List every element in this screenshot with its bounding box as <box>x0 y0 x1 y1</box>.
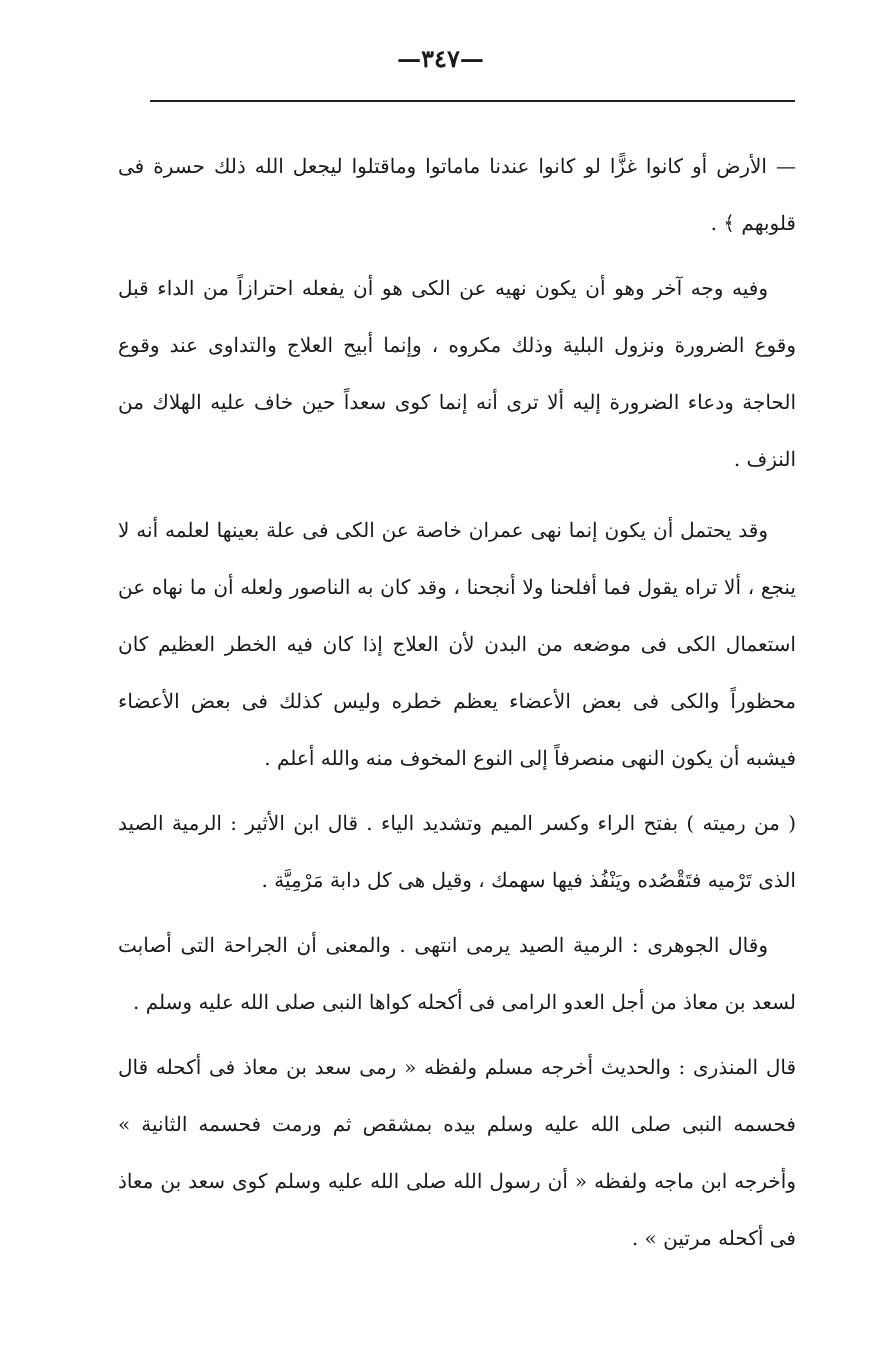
header-divider <box>150 100 795 102</box>
page-body <box>118 138 796 1267</box>
paragraph-imran-prohibition: وقد يحتمل أن يكون إنما نهى عمران خاصة عن الكى فى علة بعينها لعلمه أنه لا ينجع ، ألا تراه يقول فما أفلحنا ولا أنجحنا ، وقد كان به الناصور ولعله أن ما نهاه عن استعمال الكى فى موضعه من البدن لأن العلاج إذا كان فيه الخطر العظيم كان محظوراً والكى فى بعض الأعضاء يعظم خطره وليس كذلك فى بعض الأعضاء فيشبه أن يكون النهى منصرفاً إلى النوع المخوف منه والله أعلم . <box>118 518 796 770</box>
page-number: —٣٤٧— <box>397 44 484 73</box>
paragraph-continuation: — الأرض أو كانوا غزًّا لو كانوا عندنا ماماتوا وماقتلوا ليجعل الله ذلك حسرة فى قلوبهم ﴾ . <box>118 154 796 235</box>
paragraph-jawhari: وقال الجوهرى : الرمية الصيد يرمى انتهى . والمعنى أن الجراحة التى أصابت لسعد بن معاذ من أجل العدو الرامى فى أكحله كواها النبى صلى الله عليه وسلم . <box>118 933 796 1014</box>
paragraph-mundhiri: قال المنذرى : والحديث أخرجه مسلم ولفظه « رمى سعد بن معاذ فى أكحله قال فحسمه النبى صلى الله عليه وسلم بيده بمشقص ثم ورمت فحسمه الثانية » وأخرجه ابن ماجه ولفظه « أن رسول الله صلى الله عليه وسلم كوى سعد بن معاذ فى أكحله مرتين » . <box>118 1055 796 1250</box>
paragraph-ramiyyah-definition: ( من رميته ) بفتح الراء وكسر الميم وتشديد الياء . قال ابن الأثير : الرمية الصيد الذى تَرْميه فتَقْصُده ويَنْفُذ فيها سهمك ، وقيل هى كل دابة مَرْمِيَّة . <box>118 811 796 892</box>
paragraph-cautery-aspect: وفيه وجه آخر وهو أن يكون نهيه عن الكى هو أن يفعله احترازاً من الداء قبل وقوع الضرورة ونزول البلية وذلك مكروه ، وإنما أبيح العلاج والتداوى عند وقوع الحاجة ودعاء الضرورة إليه ألا ترى أنه إنما كوى سعداً حين خاف عليه الهلاك من النزف . <box>118 276 796 471</box>
